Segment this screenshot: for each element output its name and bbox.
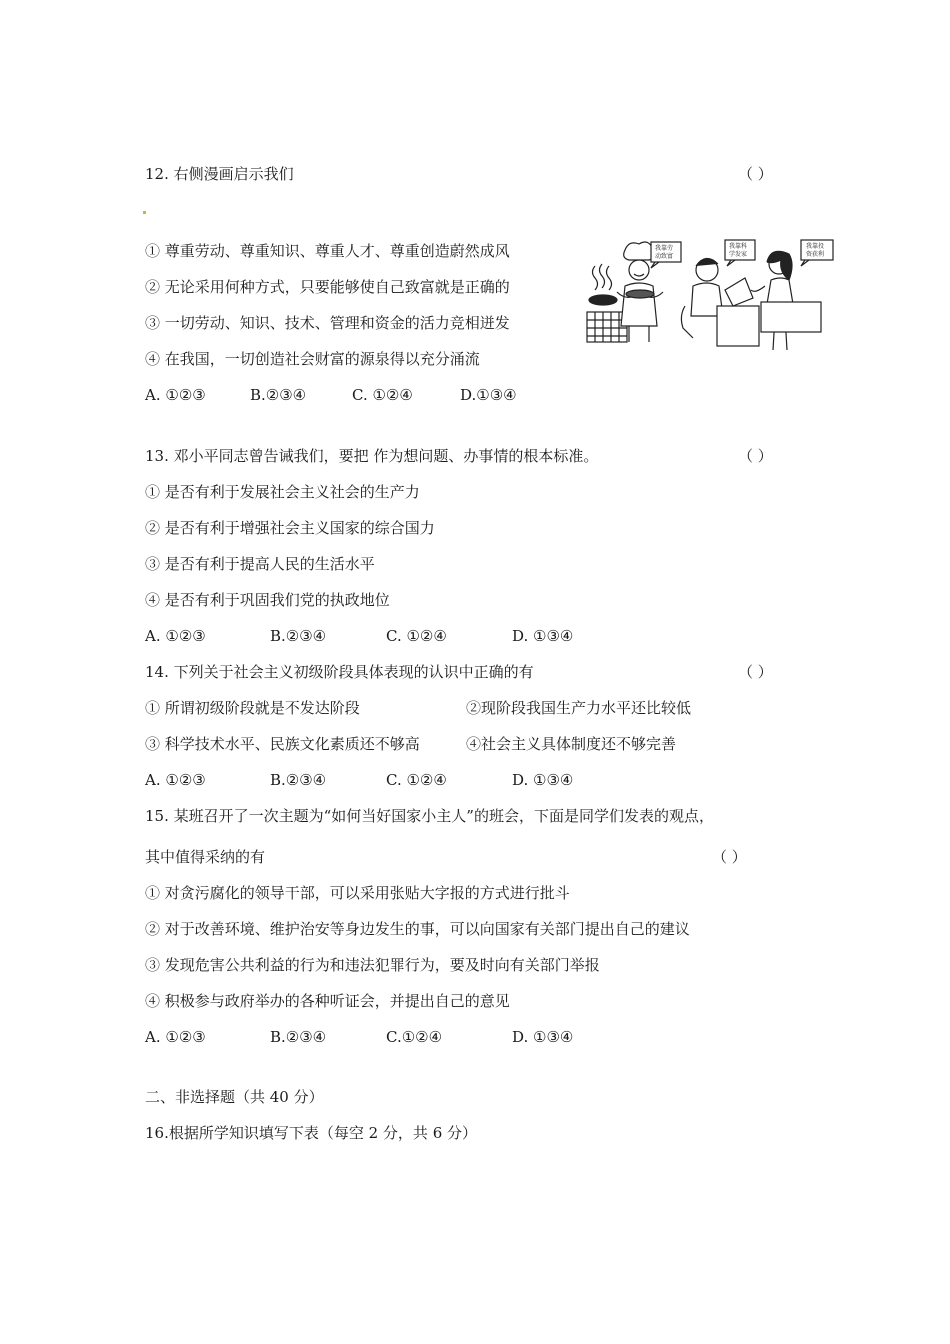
q15-item-4: ④ 积极参与政府举办的各种听证会，并提出自己的意见 (145, 992, 510, 1010)
bubble-2-line-1: 我靠科 (729, 243, 748, 250)
bubble-3-line-1: 我靠投 (806, 243, 825, 250)
q14-item-1: ① 所谓初级阶段就是不发达阶段 (145, 699, 360, 717)
q13-option-a: A. ①②③ (145, 627, 206, 645)
cartoon-illustration (585, 236, 835, 366)
section-2-title: 二、非选择题（共 40 分） (145, 1088, 324, 1106)
q15-option-b: B.②③④ (270, 1028, 327, 1046)
q15-option-c: C.①②④ (386, 1028, 443, 1046)
q15-stem-line-2: 其中值得采纳的有 (145, 848, 266, 866)
stray-mark (143, 211, 146, 214)
bubble-2-line-2: 学发家 (729, 251, 748, 258)
q13-option-c: C. ①②④ (386, 627, 447, 645)
q16-stem: 16.根据所学知识填写下表（每空 2 分，共 6 分） (145, 1124, 478, 1142)
q12-answer-paren: （ ） (738, 165, 773, 183)
q15-option-d: D. ①③④ (512, 1028, 574, 1046)
q13-answer-paren: （ ） (738, 447, 773, 465)
q12-option-d: D.①③④ (460, 386, 517, 404)
q13-item-4: ④ 是否有利于巩固我们党的执政地位 (145, 591, 390, 609)
q13-stem: 13. 邓小平同志曾告诫我们，要把 作为想问题、办事情的根本标准。 (145, 447, 599, 465)
q14-option-b: B.②③④ (270, 771, 327, 789)
q14-option-d: D. ①③④ (512, 771, 574, 789)
q12-item-1: ① 尊重劳动、尊重知识、尊重人才、尊重创造蔚然成风 (145, 242, 510, 260)
q12-option-b: B.②③④ (250, 386, 307, 404)
q13-item-2: ② 是否有利于增强社会主义国家的综合国力 (145, 519, 435, 537)
q15-stem-line-1: 15. 某班召开了一次主题为“如何当好国家小主人”的班会，下面是同学们发表的观点， (145, 807, 714, 825)
q15-answer-paren: （ ） (712, 848, 747, 866)
q13-option-d: D. ①③④ (512, 627, 574, 645)
q13-item-3: ③ 是否有利于提高人民的生活水平 (145, 555, 375, 573)
bubble-1-line-1: 我靠劳 (655, 245, 674, 252)
bubble-1-line-2: 动致富 (655, 253, 674, 260)
q12-option-a: A. ①②③ (145, 386, 206, 404)
q13-option-b: B.②③④ (270, 627, 327, 645)
q15-item-1: ① 对贪污腐化的领导干部，可以采用张贴大字报的方式进行批斗 (145, 884, 570, 902)
q12-option-c: C. ①②④ (352, 386, 413, 404)
q15-option-a: A. ①②③ (145, 1028, 206, 1046)
q14-stem: 14. 下列关于社会主义初级阶段具体表现的认识中正确的有 (145, 663, 534, 681)
q12-item-2: ② 无论采用何种方式，只要能够使自己致富就是正确的 (145, 278, 510, 296)
q15-item-3: ③ 发现危害公共利益的行为和违法犯罪行为，要及时向有关部门举报 (145, 956, 600, 974)
q14-answer-paren: （ ） (738, 663, 773, 681)
q14-item-2: ②现阶段我国生产力水平还比较低 (466, 699, 692, 717)
bubble-3-line-2: 资获利 (806, 251, 825, 258)
q14-option-a: A. ①②③ (145, 771, 206, 789)
q13-item-1: ① 是否有利于发展社会主义社会的生产力 (145, 483, 420, 501)
q15-item-2: ② 对于改善环境、维护治安等身边发生的事，可以向国家有关部门提出自己的建议 (145, 920, 690, 938)
q14-item-4: ④社会主义具体制度还不够完善 (466, 735, 677, 753)
q14-item-3: ③ 科学技术水平、民族文化素质还不够高 (145, 735, 420, 753)
q12-stem: 12. 右侧漫画启示我们 (145, 165, 294, 183)
q12-item-3: ③ 一切劳动、知识、技术、管理和资金的活力竞相迸发 (145, 314, 510, 332)
q12-item-4: ④ 在我国，一切创造社会财富的源泉得以充分涌流 (145, 350, 480, 368)
q14-option-c: C. ①②④ (386, 771, 447, 789)
